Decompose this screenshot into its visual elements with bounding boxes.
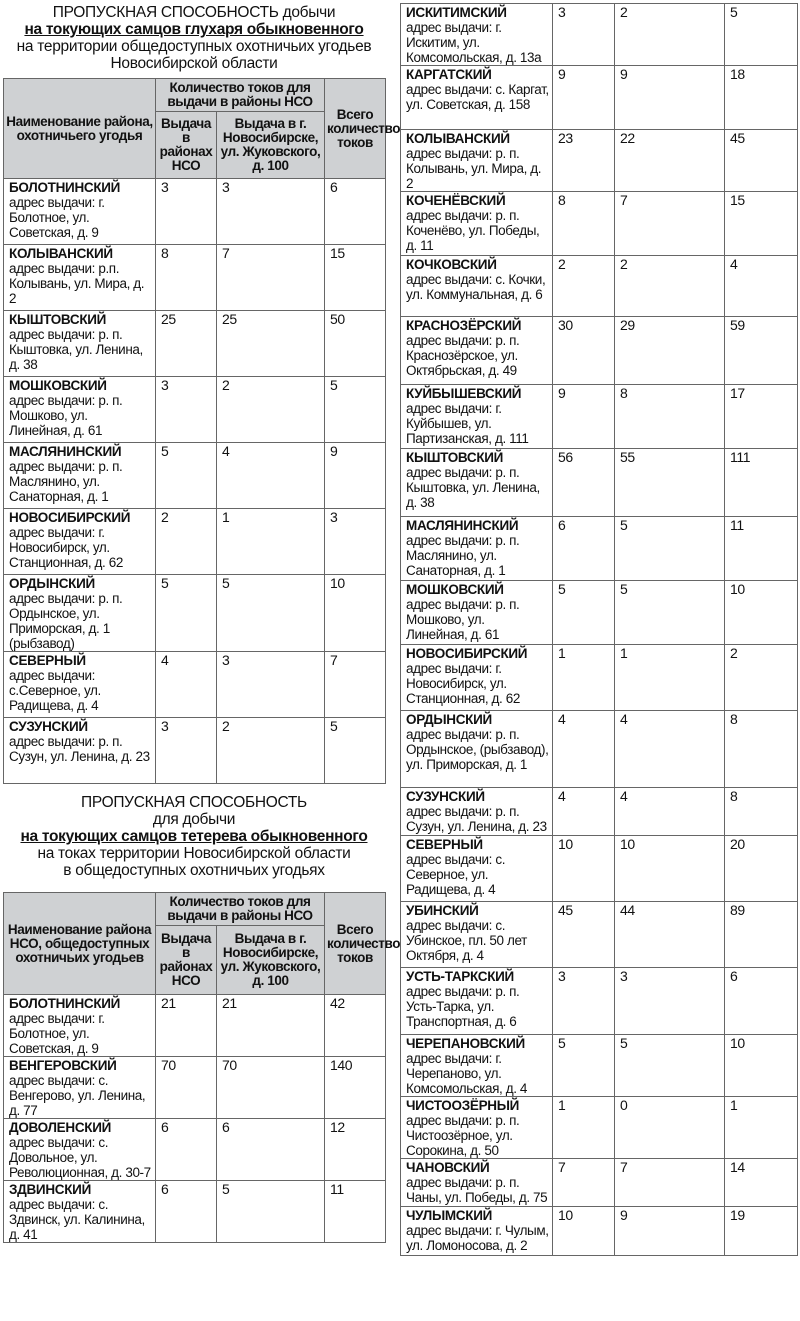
district-cell — [4, 995, 156, 1057]
table-row — [401, 788, 798, 836]
count-districts: 45 — [553, 902, 615, 968]
district-cell — [401, 385, 553, 449]
district-address: адрес выдачи: р. п. Ордынское, (рыбзавод), ул. Приморская, д. 1 — [406, 727, 549, 772]
district-cell — [4, 575, 156, 652]
count-city: 44 — [615, 902, 725, 968]
teterev-table-right — [400, 3, 798, 1256]
count-districts: 23 — [553, 130, 615, 192]
district-cell — [401, 449, 553, 517]
count-city: 7 — [615, 1159, 725, 1207]
table-row — [4, 652, 386, 718]
district-address: адрес выдачи: с. Венгерово, ул. Ленина, д. 77 — [9, 1073, 146, 1118]
count-total: 8 — [725, 788, 798, 836]
table-row — [401, 968, 798, 1035]
table-row — [4, 718, 386, 784]
district-name: ВЕНГЕРОВСКИЙ — [9, 1058, 117, 1073]
district-cell — [401, 517, 553, 581]
table-row — [401, 645, 798, 711]
count-districts: 9 — [553, 385, 615, 449]
count-total: 140 — [325, 1057, 386, 1119]
district-name: СУЗУНСКИЙ — [9, 719, 88, 734]
count-districts: 4 — [553, 711, 615, 788]
table-row — [401, 256, 798, 317]
count-city: 7 — [217, 245, 325, 311]
district-address: адрес выдачи: с. Каргат, ул. Советская, д. 158 — [406, 82, 549, 112]
district-name: УСТЬ-ТАРКСКИЙ — [406, 969, 514, 984]
district-address: адрес выдачи: г. Куйбышев, ул. Партизанская, д. 111 — [406, 401, 529, 446]
count-districts: 2 — [553, 256, 615, 317]
count-total: 11 — [325, 1181, 386, 1243]
teterev-header-name: Наименование района НСО, общедоступных охотничьих угодьев — [4, 893, 156, 995]
district-name: МОШКОВСКИЙ — [9, 378, 107, 393]
district-cell — [4, 718, 156, 784]
district-cell — [4, 179, 156, 245]
count-city: 29 — [615, 317, 725, 385]
district-address: адрес выдачи: с. Убинское, пл. 50 лет Октября, д. 4 — [406, 918, 527, 963]
table-row — [4, 1057, 386, 1119]
district-address: адрес выдачи: р. п. Сузун, ул. Ленина, д. 23 — [9, 734, 150, 764]
count-total: 5 — [325, 377, 386, 443]
count-total: 42 — [325, 995, 386, 1057]
district-cell — [4, 1181, 156, 1243]
district-name: МОШКОВСКИЙ — [406, 582, 504, 597]
district-name: КРАСНОЗЁРСКИЙ — [406, 318, 522, 333]
count-total: 5 — [725, 4, 798, 66]
count-city: 0 — [615, 1097, 725, 1159]
count-total: 15 — [325, 245, 386, 311]
table-row — [4, 575, 386, 652]
table-row — [4, 1119, 386, 1181]
teterev-header-districts: Выдача в районах НСО — [156, 926, 217, 995]
glukhar-header-group: Количество токов для выдачи в районы НСО — [156, 79, 325, 112]
district-address: адрес выдачи: г. Искитим, ул. Комсомольская, д. 13а — [406, 20, 542, 65]
count-city: 8 — [615, 385, 725, 449]
count-total: 10 — [725, 581, 798, 645]
count-total: 3 — [325, 509, 386, 575]
count-districts: 6 — [156, 1119, 217, 1181]
district-name: ОРДЫНСКИЙ — [9, 576, 95, 591]
count-districts: 6 — [156, 1181, 217, 1243]
count-total: 20 — [725, 836, 798, 902]
count-total: 6 — [325, 179, 386, 245]
count-districts: 10 — [553, 836, 615, 902]
count-city: 5 — [615, 517, 725, 581]
district-address: адрес выдачи: г. Новосибирск, ул. Станционная, д. 62 — [406, 661, 520, 706]
count-city: 22 — [615, 130, 725, 192]
district-name: ОРДЫНСКИЙ — [406, 712, 492, 727]
district-address: адрес выдачи: р. п. Ордынское, ул. Приморская, д. 1 (рыбзавод) — [9, 591, 123, 651]
glukhar-caption-line3: на территории общедоступных охотничьих угодьев — [16, 38, 372, 55]
count-city: 2 — [217, 377, 325, 443]
count-total: 89 — [725, 902, 798, 968]
count-districts: 6 — [553, 517, 615, 581]
glukhar-header-total: Всего количество токов — [325, 79, 386, 179]
count-total: 12 — [325, 1119, 386, 1181]
teterev-table-left — [3, 892, 401, 1243]
count-city: 3 — [615, 968, 725, 1035]
district-address: адрес выдачи: р.п. Колывань, ул. Мира, д. 2 — [9, 261, 145, 306]
district-cell — [4, 652, 156, 718]
count-total: 19 — [725, 1207, 798, 1256]
count-total: 18 — [725, 66, 798, 130]
district-address: адрес выдачи: р. п. Чаны, ул. Победы, д. 75 — [406, 1175, 548, 1205]
district-address: адрес выдачи: г. Болотное, ул. Советская, д. 9 — [9, 195, 105, 240]
district-cell — [4, 509, 156, 575]
district-cell — [4, 1057, 156, 1119]
district-name: ЗДВИНСКИЙ — [9, 1182, 91, 1197]
district-address: адрес выдачи: р. п. Кыштовка, ул. Ленина, д. 38 — [406, 465, 540, 510]
teterev-table-left-body — [4, 995, 386, 1243]
district-name: ИСКИТИМСКИЙ — [406, 5, 507, 20]
table-row — [4, 995, 386, 1057]
count-total: 10 — [725, 1035, 798, 1097]
count-districts: 4 — [553, 788, 615, 836]
teterev-caption — [3, 794, 385, 879]
count-city: 5 — [217, 575, 325, 652]
district-address: адрес выдачи: с.Северное, ул. Радищева, д. 4 — [9, 668, 101, 713]
count-city: 5 — [217, 1181, 325, 1243]
district-address: адрес выдачи: г. Черепаново, ул. Комсомольская, д. 4 — [406, 1051, 528, 1096]
glukhar-caption-line1: ПРОПУСКНАЯ СПОСОБНОСТЬ добычи — [52, 4, 336, 21]
district-name: МАСЛЯНИНСКИЙ — [9, 444, 122, 459]
district-address: адрес выдачи: с. Северное, ул. Радищева, д. 4 — [406, 852, 506, 897]
district-name: КОЛЫВАНСКИЙ — [406, 131, 510, 146]
count-districts: 25 — [156, 311, 217, 377]
count-city: 4 — [615, 711, 725, 788]
district-cell — [401, 1035, 553, 1097]
district-cell — [4, 377, 156, 443]
count-districts: 4 — [156, 652, 217, 718]
district-address: адрес выдачи: р. п. Кыштовка, ул. Ленина, д. 38 — [9, 327, 143, 372]
table-row — [4, 377, 386, 443]
count-districts: 56 — [553, 449, 615, 517]
table-row — [401, 1035, 798, 1097]
district-name: КОЧЕНЁВСКИЙ — [406, 193, 506, 208]
count-total: 11 — [725, 517, 798, 581]
count-districts: 9 — [553, 66, 615, 130]
count-total: 7 — [325, 652, 386, 718]
count-city: 25 — [217, 311, 325, 377]
count-districts: 5 — [156, 575, 217, 652]
table-row — [401, 66, 798, 130]
district-address: адрес выдачи: г. Новосибирск, ул. Станционная, д. 62 — [9, 525, 123, 570]
district-cell — [401, 130, 553, 192]
district-name: ЧЕРЕПАНОВСКИЙ — [406, 1036, 525, 1051]
count-city: 2 — [217, 718, 325, 784]
count-city: 6 — [217, 1119, 325, 1181]
teterev-caption-line1: ПРОПУСКНАЯ СПОСОБНОСТЬ — [81, 794, 307, 811]
count-city: 3 — [217, 652, 325, 718]
table-row — [401, 1207, 798, 1256]
district-cell — [401, 968, 553, 1035]
district-name: УБИНСКИЙ — [406, 903, 479, 918]
table-row — [401, 1159, 798, 1207]
district-cell — [4, 443, 156, 509]
district-name: МАСЛЯНИНСКИЙ — [406, 518, 519, 533]
district-name: СУЗУНСКИЙ — [406, 789, 485, 804]
district-cell — [401, 788, 553, 836]
count-total: 45 — [725, 130, 798, 192]
district-cell — [401, 66, 553, 130]
district-cell — [4, 1119, 156, 1181]
district-cell — [401, 192, 553, 256]
district-name: КОЧКОВСКИЙ — [406, 257, 497, 272]
count-districts: 10 — [553, 1207, 615, 1256]
glukhar-table — [3, 78, 401, 784]
teterev-caption-line2: для добычи — [152, 811, 236, 828]
table-row — [401, 581, 798, 645]
district-address: адрес выдачи: р. п. Коченёво, ул. Победы, д. 11 — [406, 208, 540, 253]
district-address: адрес выдачи: р. п. Мошково, ул. Линейная, д. 61 — [9, 393, 123, 438]
district-name: СЕВЕРНЫЙ — [9, 653, 86, 668]
count-total: 4 — [725, 256, 798, 317]
district-address: адрес выдачи: р. п. Колывань, ул. Мира, д. 2 — [406, 146, 542, 191]
district-cell — [401, 4, 553, 66]
district-cell — [401, 1097, 553, 1159]
count-districts: 3 — [553, 4, 615, 66]
right-column — [400, 3, 797, 1256]
glukhar-header-name: Наименование района, охотничьего угодья — [4, 79, 156, 179]
district-address: адрес выдачи: р. п. Маслянино, ул. Санаторная, д. 1 — [9, 459, 123, 504]
table-row — [401, 711, 798, 788]
district-cell — [401, 1207, 553, 1256]
table-row — [401, 449, 798, 517]
count-city: 70 — [217, 1057, 325, 1119]
district-address: адрес выдачи: с. Здвинск, ул. Калинина, д. 41 — [9, 1197, 145, 1242]
count-city: 2 — [615, 256, 725, 317]
count-total: 15 — [725, 192, 798, 256]
count-total: 1 — [725, 1097, 798, 1159]
district-name: ЧУЛЫМСКИЙ — [406, 1208, 492, 1223]
table-row — [4, 1181, 386, 1243]
table-row — [401, 317, 798, 385]
glukhar-caption-line4: Новосибирской области — [110, 55, 278, 72]
count-city: 1 — [615, 645, 725, 711]
district-cell — [401, 836, 553, 902]
count-districts: 70 — [156, 1057, 217, 1119]
count-districts: 8 — [156, 245, 217, 311]
table-row — [4, 179, 386, 245]
count-city: 1 — [217, 509, 325, 575]
district-address: адрес выдачи: р. п. Сузун, ул. Ленина, д. 23 — [406, 804, 547, 834]
district-address: адрес выдачи: р. п. Мошково, ул. Линейная, д. 61 — [406, 597, 520, 642]
count-total: 2 — [725, 645, 798, 711]
count-districts: 30 — [553, 317, 615, 385]
district-address: адрес выдачи: г. Болотное, ул. Советская, д. 9 — [9, 1011, 105, 1056]
district-name: НОВОСИБИРСКИЙ — [406, 646, 528, 661]
count-city: 10 — [615, 836, 725, 902]
teterev-caption-line4: на токах территории Новосибирской области — [37, 845, 351, 862]
count-city: 2 — [615, 4, 725, 66]
count-total: 111 — [725, 449, 798, 517]
table-row — [401, 836, 798, 902]
count-city: 4 — [615, 788, 725, 836]
district-cell — [401, 711, 553, 788]
count-districts: 2 — [156, 509, 217, 575]
district-cell — [401, 902, 553, 968]
district-address: адрес выдачи: р. п. Чистоозёрное, ул. Сорокина, д. 50 — [406, 1113, 520, 1158]
district-name: КУЙБЫШЕВСКИЙ — [406, 386, 522, 401]
count-total: 10 — [325, 575, 386, 652]
teterev-header-group: Количество токов для выдачи в районы НСО — [156, 893, 325, 926]
district-name: КОЛЫВАНСКИЙ — [9, 246, 113, 261]
table-row — [401, 385, 798, 449]
district-address: адрес выдачи: р. п. Краснозёрское, ул. Октябрьская, д. 49 — [406, 333, 520, 378]
district-cell — [401, 1159, 553, 1207]
table-row — [401, 1097, 798, 1159]
table-row — [401, 192, 798, 256]
teterev-header-city: Выдача в г. Новосибирске, ул. Жуковского, д. 100 — [217, 926, 325, 995]
table-row — [4, 311, 386, 377]
district-cell — [401, 645, 553, 711]
table-row — [4, 245, 386, 311]
district-name: КАРГАТСКИЙ — [406, 67, 492, 82]
count-districts: 5 — [553, 581, 615, 645]
count-districts: 7 — [553, 1159, 615, 1207]
count-city: 9 — [615, 1207, 725, 1256]
count-districts: 21 — [156, 995, 217, 1057]
count-districts: 5 — [553, 1035, 615, 1097]
glukhar-caption — [3, 4, 385, 72]
district-name: КЫШТОВСКИЙ — [406, 450, 504, 465]
table-row — [401, 4, 798, 66]
count-city: 55 — [615, 449, 725, 517]
count-city: 3 — [217, 179, 325, 245]
glukhar-header-districts: Выдача в районах НСО — [156, 112, 217, 179]
count-total: 9 — [325, 443, 386, 509]
district-cell — [401, 581, 553, 645]
glukhar-caption-line2: на токующих самцов глухаря обыкновенного — [24, 21, 364, 38]
district-name: ЧИСТООЗЁРНЫЙ — [406, 1098, 520, 1113]
count-districts: 1 — [553, 645, 615, 711]
district-name: БОЛОТНИНСКИЙ — [9, 996, 121, 1011]
count-districts: 3 — [156, 377, 217, 443]
count-total: 59 — [725, 317, 798, 385]
district-address: адрес выдачи: с. Довольное, ул. Революционная, д. 30-7 — [9, 1135, 151, 1180]
left-column — [3, 4, 401, 1243]
count-total: 50 — [325, 311, 386, 377]
glukhar-header-city: Выдача в г. Новосибирске, ул. Жуковского, д. 100 — [217, 112, 325, 179]
glukhar-table-body — [4, 179, 386, 784]
district-name: НОВОСИБИРСКИЙ — [9, 510, 131, 525]
count-total: 14 — [725, 1159, 798, 1207]
district-cell — [4, 245, 156, 311]
count-total: 6 — [725, 968, 798, 1035]
district-address: адрес выдачи: р. п. Маслянино, ул. Санаторная, д. 1 — [406, 533, 520, 578]
count-districts: 3 — [553, 968, 615, 1035]
table-row — [401, 902, 798, 968]
teterev-caption-line5: в общедоступных охотничьих угодьях — [63, 862, 325, 879]
count-city: 9 — [615, 66, 725, 130]
count-city: 4 — [217, 443, 325, 509]
count-city: 21 — [217, 995, 325, 1057]
district-address: адрес выдачи: с. Кочки, ул. Коммунальная, д. 6 — [406, 272, 546, 302]
district-name: КЫШТОВСКИЙ — [9, 312, 107, 327]
teterev-table-right-body — [401, 4, 798, 1256]
district-name: БОЛОТНИНСКИЙ — [9, 180, 121, 195]
district-name: ДОВОЛЕНСКИЙ — [9, 1120, 112, 1135]
district-cell — [4, 311, 156, 377]
count-districts: 1 — [553, 1097, 615, 1159]
table-row — [4, 443, 386, 509]
count-city: 5 — [615, 581, 725, 645]
count-city: 7 — [615, 192, 725, 256]
count-districts: 5 — [156, 443, 217, 509]
count-districts: 8 — [553, 192, 615, 256]
district-cell — [401, 256, 553, 317]
teterev-caption-line3: на токующих самцов тетерева обыкновенного — [20, 828, 368, 845]
district-address: адрес выдачи: р. п. Усть-Тарка, ул. Транспортная, д. 6 — [406, 984, 520, 1029]
count-districts: 3 — [156, 179, 217, 245]
district-name: ЧАНОВСКИЙ — [406, 1160, 490, 1175]
table-row — [401, 130, 798, 192]
district-address: адрес выдачи: г. Чулым, ул. Ломоносова, д. 2 — [406, 1223, 549, 1253]
table-row — [4, 509, 386, 575]
count-total: 5 — [325, 718, 386, 784]
district-name: СЕВЕРНЫЙ — [406, 837, 483, 852]
teterev-header-total: Всего количество токов — [325, 893, 386, 995]
count-total: 8 — [725, 711, 798, 788]
table-row — [401, 517, 798, 581]
count-districts: 3 — [156, 718, 217, 784]
count-total: 17 — [725, 385, 798, 449]
district-cell — [401, 317, 553, 385]
count-city: 5 — [615, 1035, 725, 1097]
